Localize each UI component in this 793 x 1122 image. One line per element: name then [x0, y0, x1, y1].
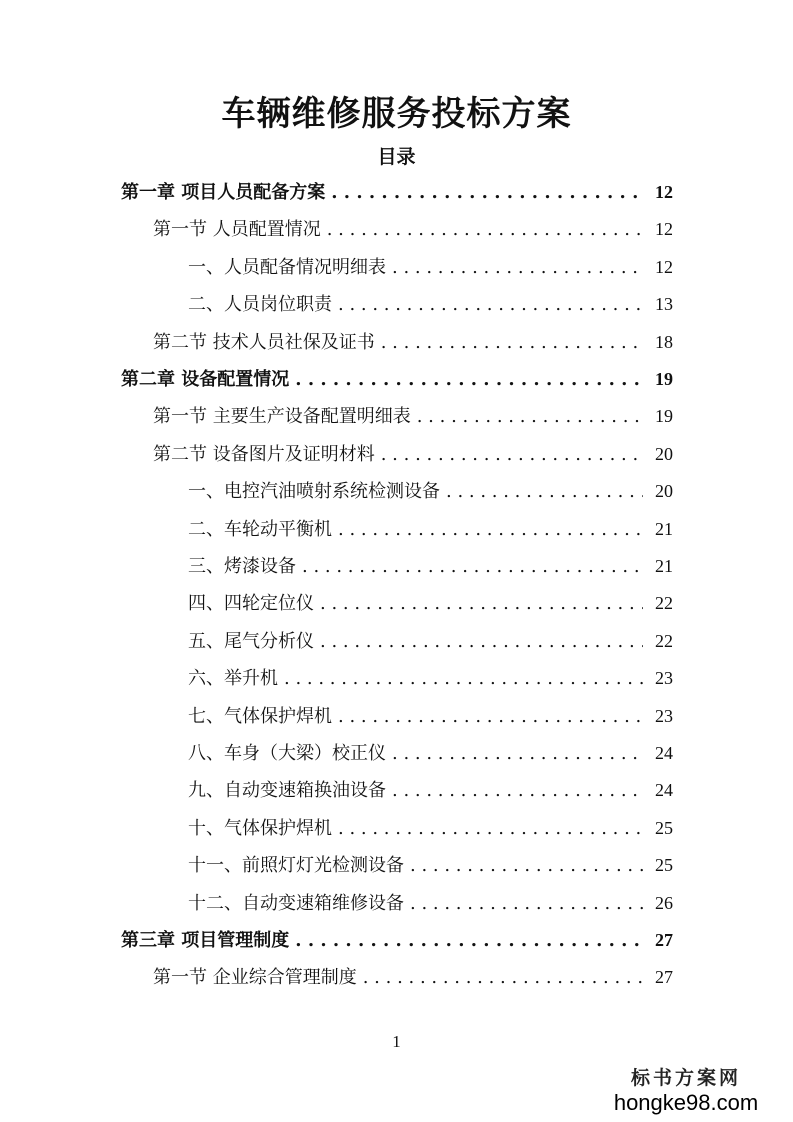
toc-entry-page: 18 [655, 331, 673, 352]
toc-dot-leader [410, 847, 643, 884]
toc-entry-page: 27 [655, 930, 673, 950]
toc-entry-label: 二、人员岗位职责 [188, 294, 332, 316]
toc-dot-leader [446, 473, 643, 510]
toc-entry-label: 九、自动变速箱换油设备 [188, 780, 386, 802]
toc-entry[interactable] [188, 249, 673, 286]
toc-dot-leader [392, 249, 643, 286]
toc-entry[interactable] [188, 473, 673, 510]
toc-dot-leader [392, 735, 643, 772]
toc-entry-label: 第二章 设备配置情况 [121, 369, 290, 390]
toc-entry-page: 25 [655, 817, 673, 838]
toc-entry-label: 六、举升机 [188, 668, 278, 690]
toc-heading: 目录 [377, 146, 416, 168]
toc-entry-label: 一、电控汽油喷射系统检测设备 [188, 481, 440, 503]
toc-entry[interactable] [188, 885, 673, 922]
toc-dot-leader [381, 324, 643, 361]
toc-dot-leader [302, 548, 643, 585]
toc-entry[interactable] [188, 511, 673, 548]
toc-entry-label: 四、四轮定位仪 [188, 593, 314, 615]
toc-entry-label: 八、车身（大梁）校正仪 [188, 743, 386, 764]
toc-entry-page: 21 [655, 518, 673, 539]
toc-entry-label: 十二、自动变速箱维修设备 [188, 892, 404, 914]
toc-entry-page: 20 [655, 481, 673, 502]
toc-entry-page: 22 [655, 630, 673, 651]
page-number: 1 [392, 1032, 401, 1051]
toc-entry[interactable] [121, 361, 673, 398]
toc-dot-leader [338, 511, 643, 548]
toc-entry[interactable] [121, 922, 673, 959]
toc-entry-label: 第一节 企业综合管理制度 [153, 967, 357, 989]
toc-dot-leader [320, 623, 643, 660]
toc-entry-page: 24 [655, 780, 673, 801]
toc-entry-label: 第三章 项目管理制度 [121, 930, 290, 951]
toc-entry-label: 二、车轮动平衡机 [188, 518, 332, 540]
toc-dot-leader [410, 885, 643, 922]
toc-entry[interactable] [188, 286, 673, 323]
toc-entry-label: 十、气体保护焊机 [188, 817, 332, 839]
toc-entry[interactable] [188, 548, 673, 585]
toc-entry-label: 第一章 项目人员配备方案 [121, 182, 326, 203]
toc-dot-leader [327, 211, 643, 248]
toc-entry-page: 20 [655, 443, 673, 464]
toc-entry-page: 12 [655, 219, 673, 240]
toc-entry-label: 七、气体保护焊机 [188, 705, 332, 727]
toc-entry-page: 12 [655, 256, 673, 277]
toc-entry[interactable] [188, 735, 673, 772]
toc-entry-label: 五、尾气分析仪 [188, 630, 314, 652]
watermark-logo [591, 1066, 781, 1116]
toc-dot-leader [381, 436, 643, 473]
toc-entry[interactable] [188, 847, 673, 884]
watermark-cn-text: 标书方案网 [630, 1067, 741, 1089]
toc-entry-label: 十一、前照灯灯光检测设备 [188, 855, 404, 877]
toc-entry-label: 一、人员配备情况明细表 [188, 256, 386, 278]
toc-entry[interactable] [153, 211, 673, 248]
toc-dot-leader [338, 810, 643, 847]
toc-entry-label: 第一节 人员配置情况 [153, 219, 321, 241]
toc-entry[interactable] [121, 174, 673, 211]
toc-entry-page: 12 [655, 182, 673, 202]
toc-entry[interactable] [188, 585, 673, 622]
watermark-url: hongke98.com [613, 1090, 759, 1115]
toc-dot-leader [295, 361, 643, 398]
document-title: 车辆维修服务投标方案 [221, 94, 572, 134]
toc-entry[interactable] [153, 324, 673, 361]
toc-dot-leader [363, 959, 643, 996]
toc-entry-page: 24 [655, 743, 673, 763]
toc-dot-leader [338, 286, 643, 323]
toc-entry-page: 23 [655, 668, 673, 689]
toc-dot-leader [320, 585, 643, 622]
toc-entry-page: 13 [655, 294, 673, 315]
toc-dot-leader [392, 772, 643, 809]
toc-entry[interactable] [188, 623, 673, 660]
toc-entry-page: 25 [655, 855, 673, 876]
toc-entry-label: 第二节 技术人员社保及证书 [153, 331, 375, 353]
toc-entry[interactable] [153, 398, 673, 435]
toc-dot-leader [284, 660, 643, 697]
toc-entry[interactable] [188, 810, 673, 847]
toc-entry-page: 19 [655, 369, 673, 389]
toc-entry-page: 26 [655, 892, 673, 913]
toc-entry-page: 22 [655, 593, 673, 614]
toc-entry-label: 第一节 主要生产设备配置明细表 [153, 406, 411, 428]
toc-dot-leader [295, 922, 643, 959]
toc-entry-label: 三、烤漆设备 [188, 556, 296, 577]
toc-entry-label: 第二节 设备图片及证明材料 [153, 443, 375, 465]
toc-entry-page: 19 [655, 406, 673, 427]
toc-entry-page: 27 [655, 967, 673, 988]
toc-dot-leader [338, 698, 643, 735]
toc-dot-leader [417, 398, 643, 435]
toc-entry[interactable] [188, 772, 673, 809]
toc-entry-page: 23 [655, 705, 673, 726]
toc-entry[interactable] [188, 698, 673, 735]
toc-entry-page: 21 [655, 556, 673, 576]
toc-dot-leader [331, 174, 643, 211]
toc-entry[interactable] [153, 436, 673, 473]
toc-entry[interactable] [153, 959, 673, 996]
toc-entry[interactable] [188, 660, 673, 697]
